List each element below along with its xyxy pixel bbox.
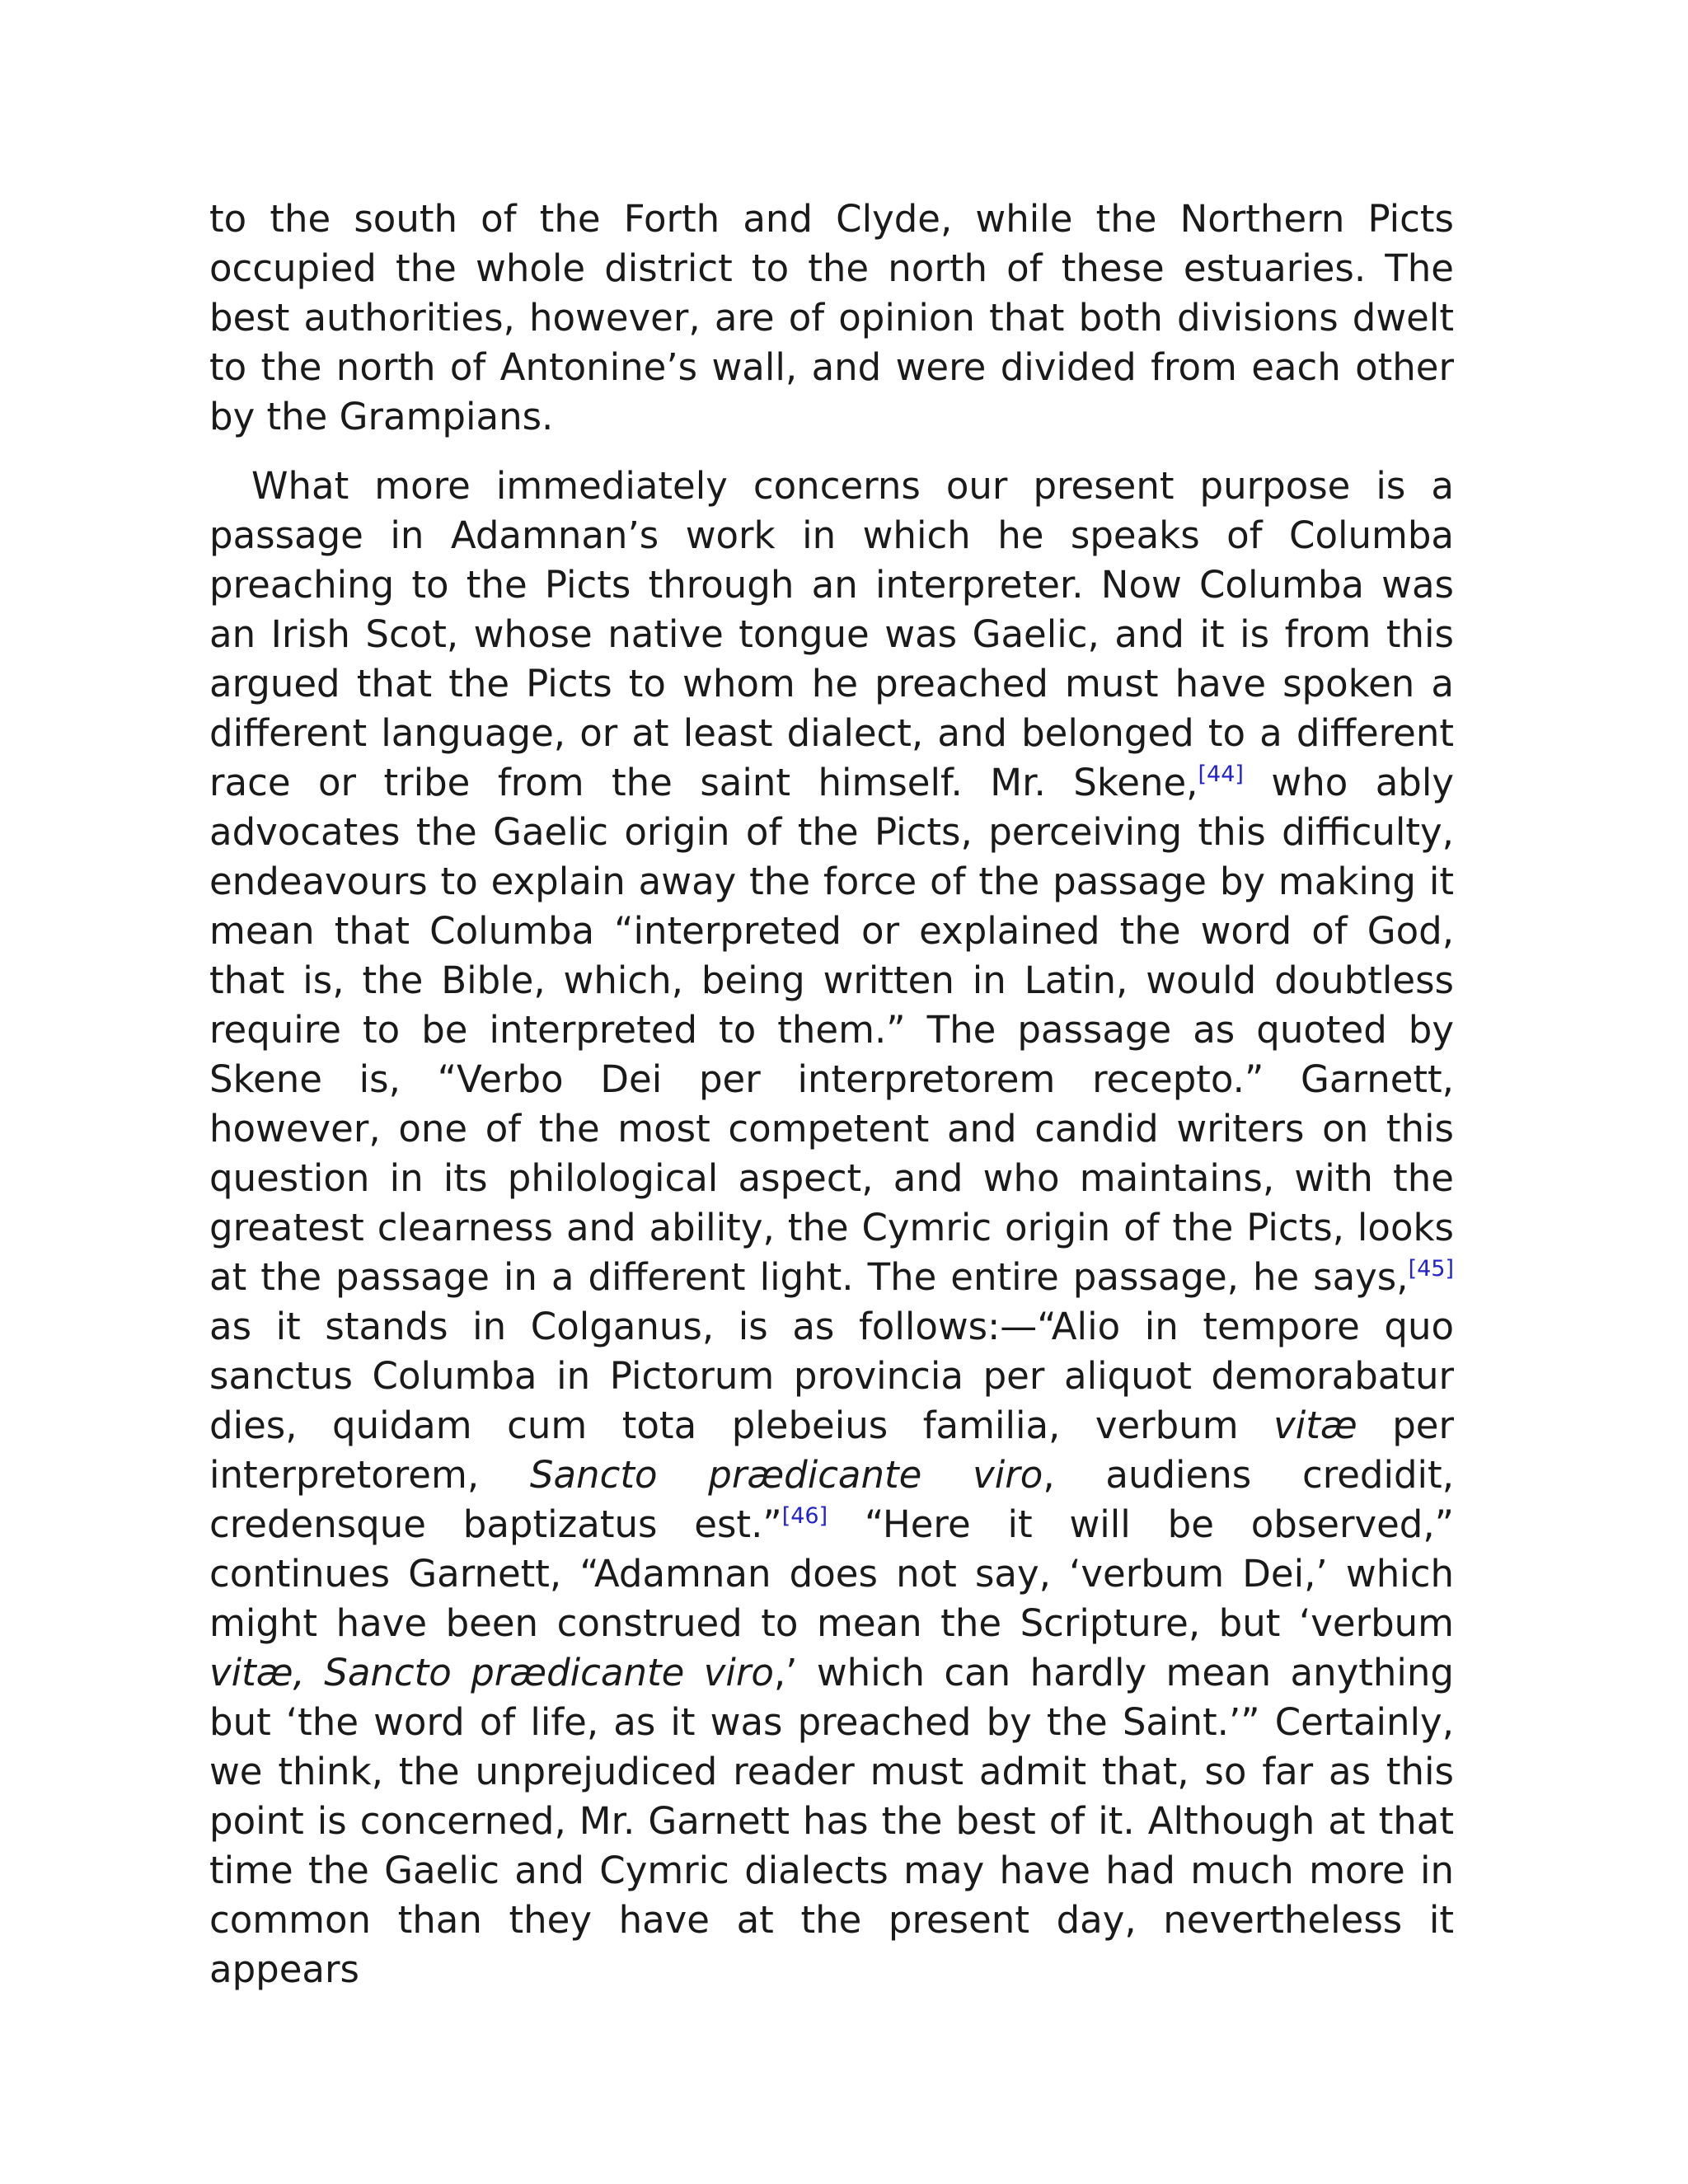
footnote-ref bbox=[1198, 762, 1243, 787]
book-page bbox=[209, 194, 1454, 1994]
body-text: , audiens credidit, credensque baptizatus est.” bbox=[209, 1453, 1455, 1546]
body-text: to the south of the Forth and Clyde, while the Northern Picts occupied the whole district to the north of these estuaries. The best authorities, however, are of opinion that both divisions dwelt to the north of Antonine’s wall, and were divided from each other by the Grampians. bbox=[209, 197, 1454, 438]
paragraph-2 bbox=[209, 462, 1454, 1994]
italic-text: vitæ bbox=[1273, 1404, 1357, 1447]
body-text: What more immediately concerns our present purpose is a passage in Adamnan’s work in which he speaks of Columba preaching to the Picts through an interpreter. Now Columba was an Irish Scot, whose native tongue was Gaelic, and it is from this argued that the Picts to whom he preached must have spoken a different language, or at least dialect, and belonged to a different race or tribe from the saint himself. Mr. Skene, bbox=[209, 464, 1454, 804]
italic-text: Sancto prædicante viro bbox=[529, 1453, 1043, 1497]
body-text: per interpretorem, bbox=[209, 1404, 1454, 1497]
body-text: “Here it will be observed,” continues Garnett, “Adamnan does not say, ‘verbum Dei,’ which might have been construed to mean the Scripture, but ‘verbum bbox=[209, 1502, 1454, 1645]
footnote-ref bbox=[782, 1503, 828, 1529]
body-text: who ably advocates the Gaelic origin of the Picts, perceiving this difficulty, endeavours to explain away the force of the passage by making it mean that Columba “interpreted or explained the word of God, that is, the Bible, which, being written in Latin, would doubtless require to be interpreted to them.” The passage as quoted by Skene is, “Verbo Dei per interpretorem recepto.” Garnett, however, one of the most competent and candid writers on this question in its philological aspect, and who maintains, with the greatest clearness and ability, the Cymric origin of the Picts, looks at the passage in a different light. The entire passage, he says, bbox=[209, 761, 1454, 1299]
paragraph-1 bbox=[209, 194, 1454, 442]
body-text: as it stands in Colganus, is as follows:—“Alio in tempore quo sanctus Columba in Pictorum provincia per aliquot demorabatur dies, quidam cum tota plebeius familia, verbum bbox=[209, 1305, 1454, 1447]
footnote-link[interactable]: [46] bbox=[781, 1503, 828, 1529]
italic-text: vitæ, Sancto prædicante viro bbox=[209, 1651, 774, 1694]
footnote-link[interactable]: [45] bbox=[1408, 1256, 1454, 1282]
footnote-link[interactable]: [44] bbox=[1198, 762, 1244, 787]
body-text: ,’ which can hardly mean anything but ‘the word of life, as it was preached by the Saint.’” Certainly, we think, the unprejudiced reader must admit that, so far as this point is concerned, Mr. Garnett has the best of it. Although at that time the Gaelic and Cymric dialects may have had much more in common than they have at the present day, nevertheless it appears bbox=[209, 1651, 1454, 1991]
footnote-ref bbox=[1409, 1256, 1454, 1282]
